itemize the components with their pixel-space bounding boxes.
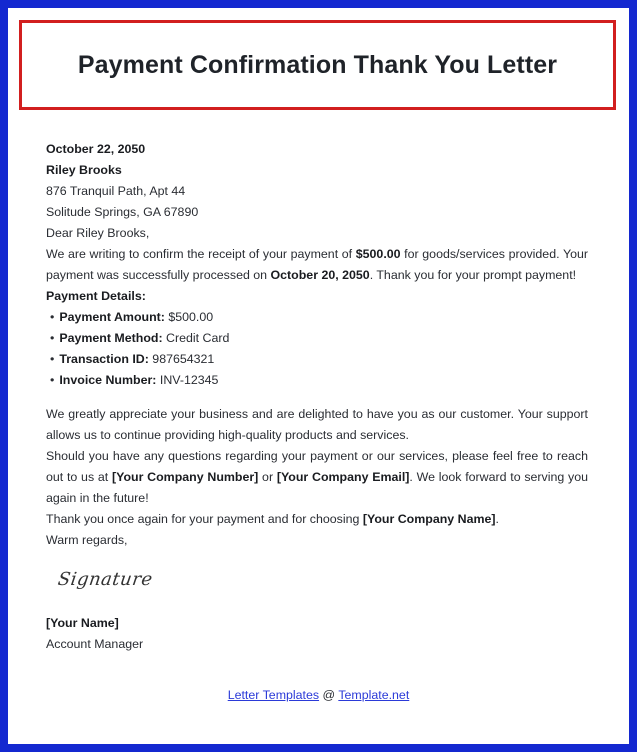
signature-area (46, 551, 588, 613)
list-item (50, 349, 588, 370)
page-title: Payment Confirmation Thank You Letter (77, 50, 558, 79)
list-item (50, 307, 588, 328)
letter-page (8, 8, 629, 744)
company-number: [Your Company Number] (111, 470, 259, 484)
footer (8, 688, 629, 702)
sender-title: Account Manager (46, 637, 144, 651)
recipient-name: Riley Brooks (46, 163, 122, 177)
detail-label: Payment Method: (59, 331, 163, 345)
text: . Thank you for your prompt payment! (369, 268, 577, 282)
text: or (258, 470, 277, 484)
letter-templates-link[interactable]: Letter Templates (227, 688, 320, 702)
sender-name: [Your Name] (46, 616, 119, 630)
list-item (50, 328, 588, 349)
text: We are writing to confirm the receipt of your payment of (46, 247, 356, 261)
text: Thank you once again for your payment and for choosing (46, 512, 363, 526)
title-box (19, 20, 616, 110)
letter-content (46, 139, 588, 655)
text: . (495, 512, 499, 526)
footer-separator: @ (319, 688, 339, 702)
payment-amount: $500.00 (355, 247, 401, 261)
paragraph-appreciation: We greatly appreciate your business and are delighted to have you as our customer. Your support allows us to continue providing high-quality products and services. (46, 407, 588, 442)
signature: Signature (56, 569, 155, 590)
template-net-link[interactable]: Template.net (338, 688, 410, 702)
salutation: Dear Riley Brooks, (46, 226, 150, 240)
paragraph-contact (46, 446, 588, 509)
letter-date: October 22, 2050 (46, 142, 146, 156)
recipient-address-line2: Solitude Springs, GA 67890 (46, 205, 199, 219)
detail-value: INV-12345 (156, 373, 219, 387)
list-item (50, 370, 588, 391)
company-email: [Your Company Email] (276, 470, 410, 484)
payment-details-list (46, 307, 588, 391)
paragraph-confirmation (46, 244, 588, 286)
text: Should you have any questions regarding your payment or our services, please feel free to reach out to us at (46, 449, 588, 484)
closing: Warm regards, (46, 533, 128, 547)
company-name: [Your Company Name] (362, 512, 496, 526)
detail-value: 987654321 (148, 352, 215, 366)
detail-label: Transaction ID: (59, 352, 149, 366)
detail-label: Invoice Number: (59, 373, 157, 387)
details-heading: Payment Details: (46, 289, 146, 303)
detail-value: $500.00 (164, 310, 214, 324)
detail-value: Credit Card (162, 331, 230, 345)
detail-label: Payment Amount: (59, 310, 165, 324)
text: . We look forward to serving you again in the future! (46, 470, 589, 505)
paragraph-thanks (46, 509, 588, 530)
text: for goods/services provided. Your payment was successfully processed on (46, 247, 588, 282)
recipient-address-line1: 876 Tranquil Path, Apt 44 (46, 184, 186, 198)
spacer (46, 391, 588, 404)
processed-date: October 20, 2050 (270, 268, 370, 282)
